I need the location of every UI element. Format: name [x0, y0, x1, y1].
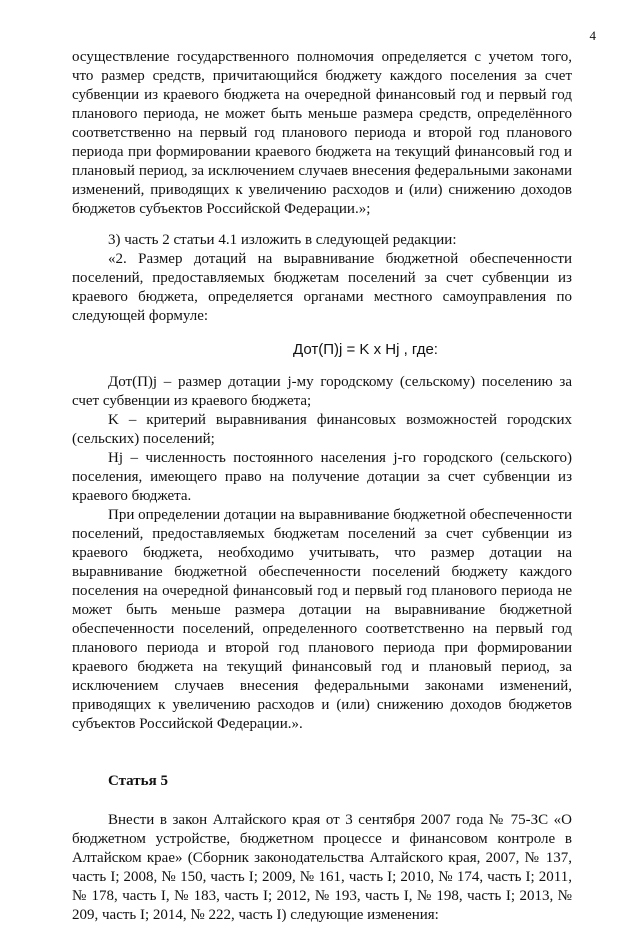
document-body	[72, 48, 572, 925]
paragraph-definition-dot: Дот(П)j – размер дотации j-му городскому (сельскому) поселению за счет субвенции из краевого бюджета;	[72, 374, 572, 409]
page-number: 4	[589, 28, 596, 43]
paragraph-amendment-item-3: 3) часть 2 статьи 4.1 изложить в следующей редакции:	[108, 232, 457, 248]
paragraph-definition-k: K – критерий выравнивания финансовых возможностей городских (сельских) поселений;	[72, 412, 572, 447]
article-5-heading: Статья 5	[108, 773, 168, 789]
paragraph-continuation: осуществление государственного полномочия определяется с учетом того, что размер средств, причитающийся бюджету каждого поселения за счет субвенции из краевого бюджета на очередной финансовый год и первый год планового периода, не может быть меньше размера средств, определённого соответственно на первый год планового периода и второй год планового периода при формировании краевого бюджета на текущий финансовый год и плановый период, за исключением случаев внесения федеральными законами изменений, приводящих к увеличению расходов и (или) снижению доходов бюджетов субъектов Российской Федерации.»;	[72, 49, 572, 217]
paragraph-subsidy-rule: При определении дотации на выравнивание бюджетной обеспеченности поселений, предоставляемых бюджетам поселений за счет субвенции из краевого бюджета, необходимо учитывать, что размер дотации на выравнивание бюджетной обеспеченности поселений бюджету каждого поселения на очередной финансовый год и первый год планового периода не может быть меньше размера дотации на выравнивание бюджетной обеспеченности поселений, определенного соответственно на первый год планового периода и второй год планового периода при формировании краевого бюджета на текущий финансовый год и плановый период, за исключением случаев внесения федеральными законами изменений, приводящих к увеличению расходов и (или) снижению доходов бюджетов субъектов Российской Федерации.».	[72, 507, 572, 732]
paragraph-part-2-text: «2. Размер дотаций на выравнивание бюджетной обеспеченности поселений, предоставляемых бюджетам поселений за счет субвенции из краевого бюджета, определяется органами местного самоуправления по следующей формуле:	[72, 251, 572, 324]
subsidy-formula: Дот(П)j = K x Hj , где:	[293, 341, 438, 358]
paragraph-definition-hj: Hj – численность постоянного населения j-го городского (сельского) поселения, имеющего право на получение дотации за счет субвенции из краевого бюджета.	[72, 450, 572, 504]
paragraph-article-5-body: Внести в закон Алтайского края от 3 сентября 2007 года № 75-ЗС «О бюджетном устройстве, бюджетном процессе и финансовом контроле в Алтайском крае» (Сборник законодательства Алтайского края, 2007, № 137, часть I; 2008, № 150, часть I; 2009, № 161, часть I; 2010, № 174, часть I; 2011, № 178, часть I, № 183, часть I; 2012, № 193, часть I, № 198, часть I; 2013, № 209, часть I; 2014, № 222, часть I) следующие изменения:	[72, 812, 572, 923]
